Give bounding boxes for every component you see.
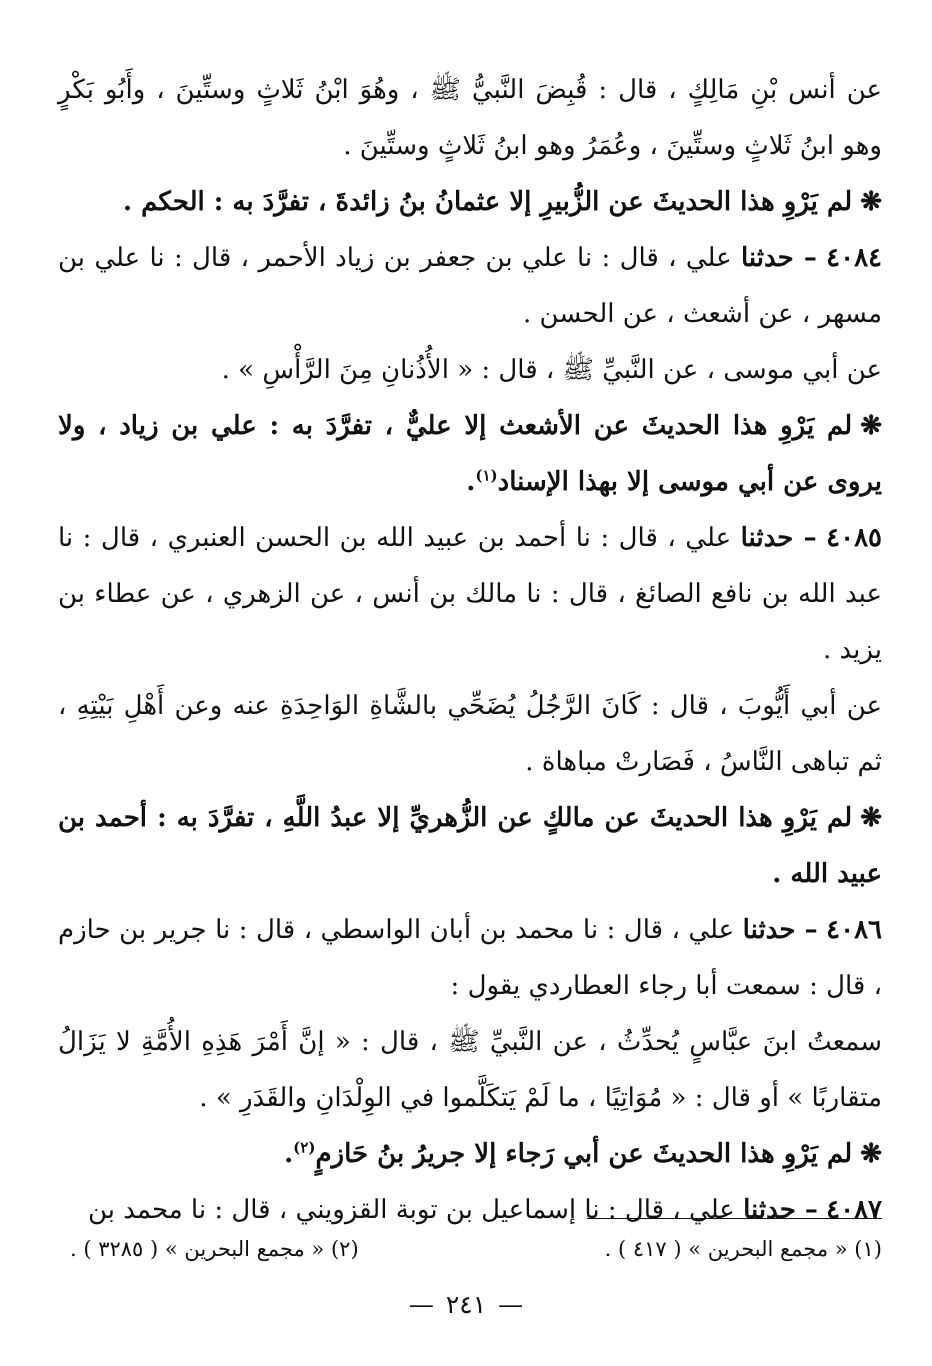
note-paragraph <box>58 790 882 902</box>
paragraph-body: سمعتُ ابنَ عبَّاسٍ يُحدِّثُ ، عن النَّبيِّ ﷺ ، قال : « إنَّ أَمْرَ هَذِهِ الأُمَّةِ لا يَزَالُ متقاربًا » أو قال : « مُوَاتِيًا ، ما لَمْ يَتكَلَّموا في الوِلْدَانِ والقَدَرِ » . <box>58 1027 882 1113</box>
hadith-head: – حدثنا <box>740 523 817 553</box>
hadith-paragraph <box>58 510 882 678</box>
hadith-head: – حدثنا <box>742 915 818 945</box>
hadith-paragraph <box>58 1182 882 1238</box>
footnote-ref: (١) <box>475 466 498 485</box>
page-number-dash: — <box>498 1290 524 1319</box>
note-paragraph <box>58 1126 882 1182</box>
footnote-2: (٢) « مجمع البحرين » ( ٣٢٨٥ ) . <box>70 1237 359 1261</box>
page-number <box>0 1290 932 1319</box>
paragraph-text <box>58 1014 882 1126</box>
paragraph-text <box>58 342 882 398</box>
hadith-body: علي ، قال : نا إسماعيل بن توبة القزويني ، قال : نا محمد بن <box>87 1195 735 1225</box>
paragraph-body: عن أبي موسى ، عن النَّبيِّ ﷺ ، قال : « الأُذُنانِ مِنَ الرَّأْسِ » . <box>221 355 882 385</box>
note-end: . <box>284 1139 294 1169</box>
hadith-number: ٤٠٨٤ <box>826 243 883 273</box>
footnote-1: (١) « مجمع البحرين » ( ٤١٧ ) . <box>604 1237 882 1261</box>
note-body: لم يَرْوِ هذا الحديثَ عن أبي رَجاء إلا جريرُ بنُ حَازمٍ <box>315 1139 853 1169</box>
hadith-number: ٤٠٨٥ <box>826 523 883 553</box>
star-marker: ❋ <box>860 1139 882 1169</box>
hadith-paragraph <box>58 230 882 342</box>
note-end: . <box>466 467 476 497</box>
hadith-body: علي ، قال : نا محمد بن أبان الواسطي ، قال : نا جرير بن حازم ، قال : سمعت أبا رجاء العطاردي يقول : <box>58 915 882 1001</box>
paragraph-body: عن أنس بْنِ مَالِكٍ ، قال : قُبِضَ النَّبيُّ ﷺ ، وهُوَ ابْنُ ثَلاثٍ وستِّينَ ، وأَبُو بَكْرٍ وهو ابنُ ثَلاثٍ وستِّينَ ، وعُمَرُ وهو ابنُ ثَلاثٍ وستِّينَ . <box>58 75 882 161</box>
paragraph-text <box>58 678 882 790</box>
footnotes <box>70 1232 882 1266</box>
hadith-paragraph <box>58 902 882 1014</box>
hadith-number: ٤٠٨٦ <box>826 915 883 945</box>
page-number-dash: — <box>408 1290 434 1319</box>
star-marker: ❋ <box>860 187 882 217</box>
note-body: لم يَرْوِ هذا الحديثَ عن الزُّبيرِ إلا عثمانُ بنُ زائدةَ ، تفرَّدَ به : الحكم . <box>123 187 853 217</box>
hadith-body: علي ، قال : نا علي بن جعفر بن زياد الأحمر ، قال : نا علي بن مسهر ، عن أشعث ، عن الحسن . <box>58 243 882 329</box>
body-text <box>58 62 882 1238</box>
note-paragraph <box>58 398 882 510</box>
note-body: لم يَرْوِ هذا الحديثَ عن مالكٍ عن الزُّهريِّ إلا عبدُ اللَّهِ ، تفرَّدَ به : أحمد بن عبيد الله . <box>58 803 882 889</box>
hadith-number: ٤٠٨٧ <box>826 1195 882 1225</box>
hadith-head: – حدثنا <box>743 1195 818 1225</box>
star-marker: ❋ <box>860 411 882 441</box>
note-body: لم يَرْوِ هذا الحديثَ عن الأشعث إلا عليٌّ ، تفرَّدَ به : علي بن زياد ، ولا يروى عن أبي موسى إلا بهذا الإسناد <box>58 411 882 497</box>
footnote-ref: (٢) <box>293 1138 316 1157</box>
hadith-head: – حدثنا <box>740 243 817 273</box>
paragraph-body: عن أبي أَيُّوبَ ، قال : كَانَ الرَّجُلُ يُضَحِّي بالشَّاةِ الوَاحِدَةِ عنه وعن أَهْلِ بَيْتِهِ ، ثم تباهى النَّاسُ ، فَصَارتْ مباهاة . <box>58 691 882 777</box>
footnote-separator <box>587 1218 882 1219</box>
paragraph-text <box>58 62 882 174</box>
hadith-body: علي ، قال : نا أحمد بن عبيد الله بن الحسن العنبري ، قال : نا عبد الله بن نافع الصائغ ، قال : نا مالك بن أنس ، عن الزهري ، عن عطاء بن يزيد . <box>58 523 882 665</box>
star-marker: ❋ <box>860 803 882 833</box>
note-paragraph <box>58 174 882 230</box>
page-number-value: ٢٤١ <box>445 1290 487 1319</box>
